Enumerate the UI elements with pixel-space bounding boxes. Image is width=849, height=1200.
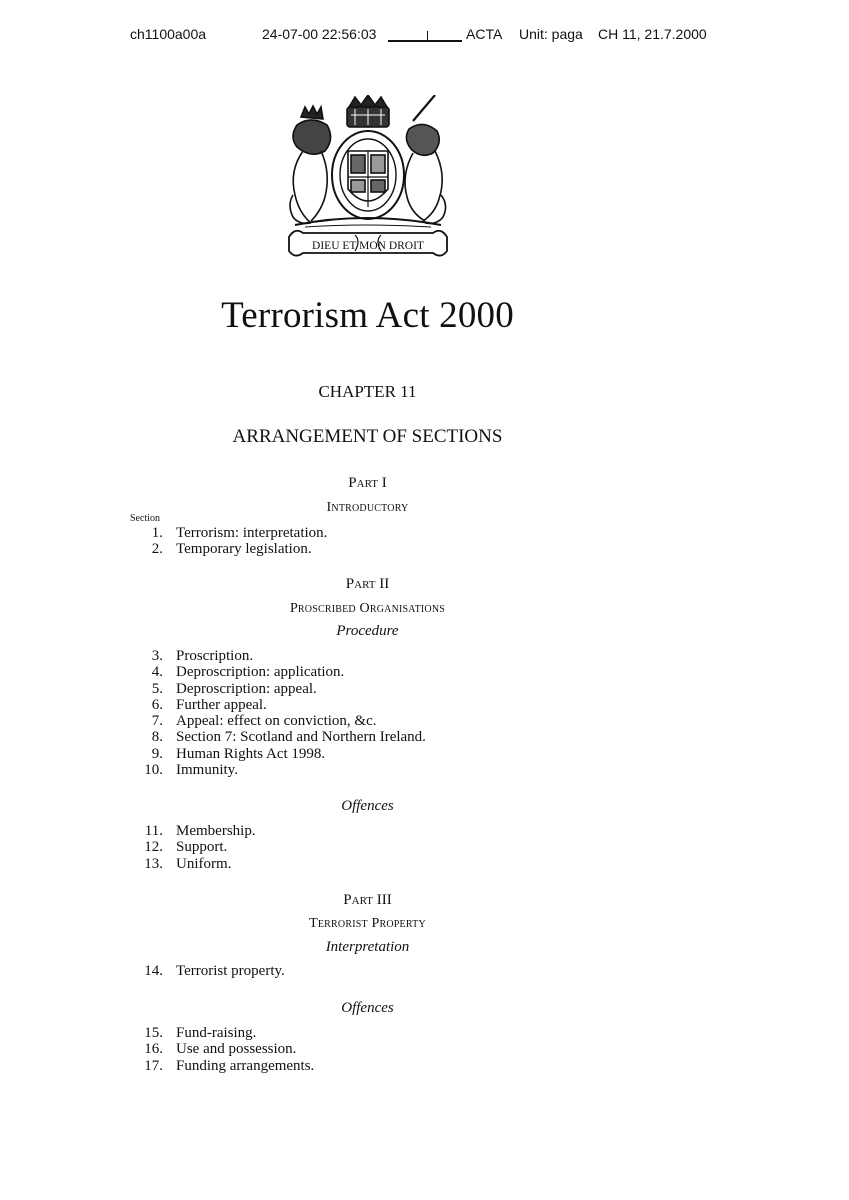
crest-motto: DIEU ET MON DROIT (312, 240, 424, 252)
section-column-label: Section (130, 513, 160, 524)
list-item: 5. Deproscription: appeal. (151, 680, 317, 697)
page-header (130, 26, 730, 46)
list-item: 10. Immunity. (144, 762, 238, 779)
crest-icon (285, 95, 451, 257)
list-item: 13. Uniform. (144, 855, 232, 872)
list-item: 15. Fund-raising. (144, 1025, 257, 1041)
part-1-label: Part I (348, 475, 387, 491)
list-item: 11. Membership. (144, 823, 256, 839)
part-2-heading: Proscribed Organisations (289, 601, 446, 616)
part-3-label: Part III (343, 892, 392, 908)
list-item: 16. Use and possession. (144, 1041, 297, 1058)
doc-code: ch1100a00a (130, 26, 207, 42)
unit-label: Unit: paga (519, 26, 583, 42)
part-2-procedure-list (130, 648, 630, 778)
part-1-section-list (130, 525, 630, 558)
list-item: 12. Support. (144, 839, 228, 856)
part-3-interpretation-list (130, 963, 630, 979)
header-rule-tick (427, 31, 428, 41)
part-2-offences-list (130, 823, 630, 872)
document-title: Terrorism Act 2000 (221, 295, 514, 336)
list-item: 14. Terrorist property. (144, 963, 285, 979)
part-1-heading: Introductory (326, 500, 409, 515)
part-2-label: Part II (345, 576, 390, 592)
subheading-offences: Offences (341, 798, 394, 814)
acta-label: ACTA (466, 26, 503, 42)
chapter-number: CHAPTER 11 (318, 382, 417, 401)
arrangement-heading: ARRANGEMENT OF SECTIONS (232, 426, 503, 447)
list-item: 8. Section 7: Scotland and Northern Ireland. (151, 729, 426, 746)
list-item: 6. Further appeal. (151, 696, 267, 713)
chapter-ref: CH 11, 21.7.2000 (598, 26, 707, 42)
list-item: 4. Deproscription: application. (151, 664, 345, 681)
part-3-offences-list (130, 1025, 630, 1074)
part-3-heading: Terrorist Property (309, 916, 426, 931)
list-item: 9. Human Rights Act 1998. (151, 745, 326, 762)
list-item: 7. Appeal: effect on conviction, &c. (151, 713, 377, 730)
subheading-procedure: Procedure (336, 623, 399, 639)
timestamp: 24-07-00 22:56:03 (262, 26, 377, 42)
list-item: 17. Funding arrangements. (144, 1057, 315, 1074)
list-item: 3. Proscription. (151, 648, 254, 664)
subheading-interpretation: Interpretation (325, 939, 410, 955)
list-item: 2. Temporary legislation. (151, 541, 312, 558)
header-rule (388, 40, 462, 42)
royal-coat-of-arms (285, 95, 451, 257)
list-item: 1. Terrorism: interpretation. (151, 525, 328, 541)
subheading-offences-2: Offences (341, 1000, 394, 1016)
